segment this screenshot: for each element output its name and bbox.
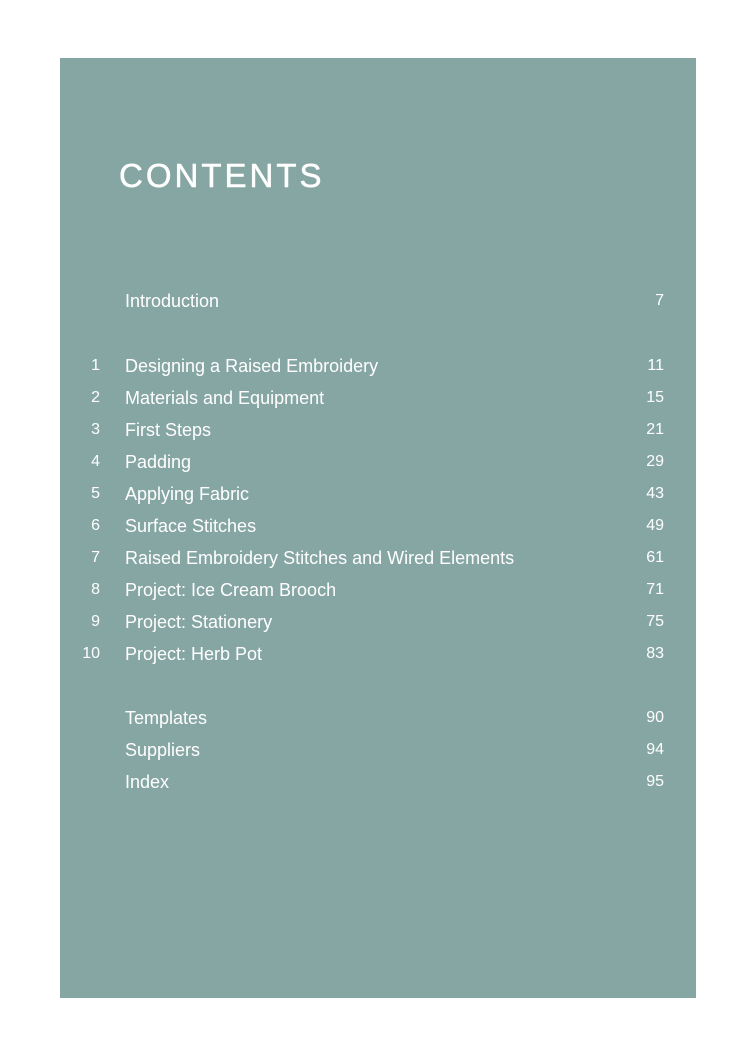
toc-entry-chapter-8[interactable] bbox=[60, 577, 696, 603]
toc-entry-label: Padding bbox=[125, 452, 192, 472]
chapter-number: 2 bbox=[91, 389, 100, 406]
chapter-number: 9 bbox=[91, 613, 100, 630]
toc-entry-suppliers[interactable] bbox=[60, 737, 696, 763]
toc-entry-label: Project: Herb Pot bbox=[125, 644, 263, 664]
toc-entry-page: 90 bbox=[646, 709, 664, 726]
toc-entry-label: Project: Stationery bbox=[125, 612, 273, 632]
chapter-number: 7 bbox=[91, 549, 100, 566]
toc-entry-page: 83 bbox=[646, 645, 664, 662]
toc-entry-label: Materials and Equipment bbox=[125, 388, 325, 408]
toc-entry-label: Project: Ice Cream Brooch bbox=[125, 580, 337, 600]
toc-entry-introduction[interactable] bbox=[60, 288, 696, 314]
toc-entry-page: 71 bbox=[646, 581, 664, 598]
toc-entry-label: Suppliers bbox=[125, 740, 201, 760]
toc-entry-label: Templates bbox=[125, 708, 208, 728]
toc-entry-label: First Steps bbox=[125, 420, 212, 440]
toc-entry-label: Applying Fabric bbox=[125, 484, 250, 504]
toc-entry-label: Raised Embroidery Stitches and Wired Elements bbox=[125, 548, 515, 568]
toc-entry-chapter-4[interactable] bbox=[60, 449, 696, 475]
contents-heading: CONTENTS bbox=[119, 157, 325, 194]
chapter-number: 8 bbox=[91, 581, 100, 598]
toc-entry-chapter-2[interactable] bbox=[60, 385, 696, 411]
toc-entry-page: 21 bbox=[646, 421, 664, 438]
toc-entry-page: 11 bbox=[647, 357, 664, 374]
toc-entry-label: Surface Stitches bbox=[125, 516, 257, 536]
chapter-number: 6 bbox=[91, 517, 100, 534]
chapter-number: 1 bbox=[91, 357, 100, 374]
toc-entry-chapter-3[interactable] bbox=[60, 417, 696, 443]
toc-entry-page: 61 bbox=[646, 549, 664, 566]
toc-entry-label: Introduction bbox=[125, 291, 220, 311]
toc-entry-label: Designing a Raised Embroidery bbox=[125, 356, 379, 376]
toc-entry-page: 94 bbox=[646, 741, 664, 758]
toc-entry-chapter-5[interactable] bbox=[60, 481, 696, 507]
toc-entry-page: 95 bbox=[646, 773, 664, 790]
toc-entry-index[interactable] bbox=[60, 769, 696, 795]
toc-entry-page: 75 bbox=[646, 613, 664, 630]
toc-entry-chapter-9[interactable] bbox=[60, 609, 696, 635]
toc-entry-page: 29 bbox=[646, 453, 664, 470]
chapter-number: 3 bbox=[91, 421, 100, 438]
toc-entry-page: 49 bbox=[646, 517, 664, 534]
toc-entry-label: Index bbox=[125, 772, 170, 792]
toc-entry-chapter-7[interactable] bbox=[60, 545, 696, 571]
toc-entry-page: 43 bbox=[646, 485, 664, 502]
toc-entry-page: 15 bbox=[646, 389, 664, 406]
chapter-number: 10 bbox=[82, 645, 100, 662]
toc-entry-chapter-6[interactable] bbox=[60, 513, 696, 539]
chapter-number: 5 bbox=[91, 485, 100, 502]
toc-entry-chapter-1[interactable] bbox=[60, 353, 696, 379]
chapter-number: 4 bbox=[91, 453, 100, 470]
toc-entry-templates[interactable] bbox=[60, 705, 696, 731]
toc-entry-chapter-10[interactable] bbox=[60, 641, 696, 667]
toc-entry-page: 7 bbox=[655, 292, 664, 309]
